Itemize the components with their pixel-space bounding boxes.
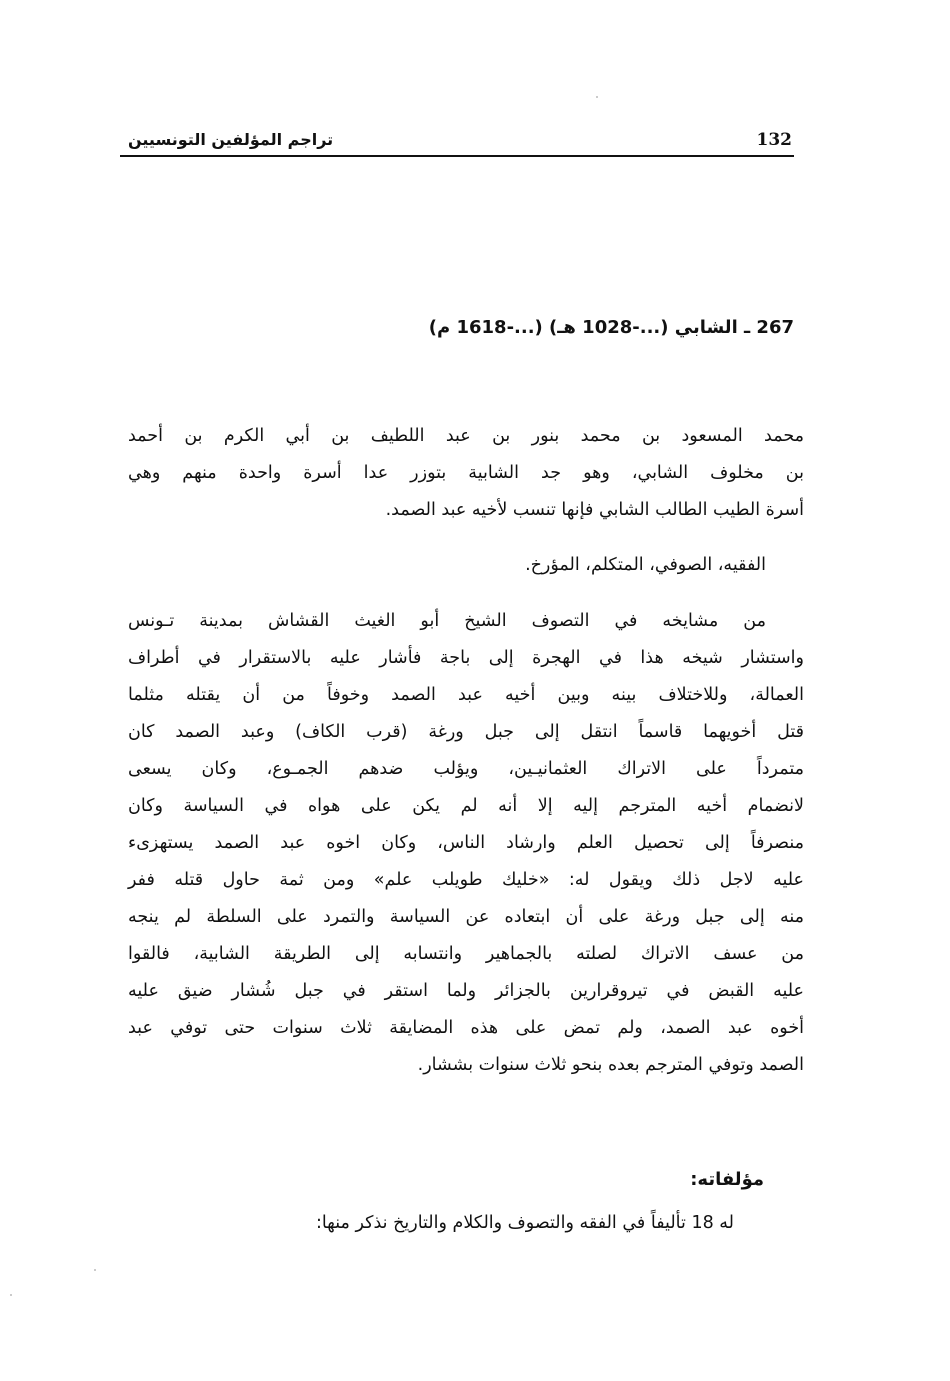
paragraph-3-line: الصمد وتوفي المترجم بعده بنحو ثلاث سنوات بششار. [417,1055,804,1075]
paragraph-3-line: متمرداً على الاتراك العثمانيـين، ويؤلب ضدهم الجمـوع، وكان يسعى [128,759,804,779]
paragraph-1-line: أسرة الطيب الطالب الشابي فإنها تنسب لأخيه عبد الصمد. [385,500,804,520]
page-number: 132 [756,130,792,150]
paragraph-3-line: لانضمام أخيه المترجم إليه إلا أنه لم يكن على هواه في السياسة وكان [128,796,804,816]
paragraph-3-line: منصرفاً إلى تحصيل العلم وارشاد الناس، وكان اخوه عبد الصمد يستهزىء [128,833,804,853]
scan-speck [94,1269,96,1271]
paragraph-1-line: محمد المسعود بن محمد بنور بن عبد اللطيف بن أبي الكرم بن أحمد [128,426,804,446]
paragraph-3-line: من عسف الاتراك لصلته بالجماهير وانتسابه إلى الطريقة الشابية، فالقوا [128,944,804,964]
paragraph-3-line: واستشار شيخه هذا في الهجرة إلى باجة فأشار عليه بالاستقرار في أطراف [128,648,804,668]
header-rule [120,155,794,157]
scan-speck [10,1294,12,1296]
paragraph-3-line: عليه القبض في تيروقرارين بالجزائر ولما استقر في جبل شُشار ضيق عليه [128,981,804,1001]
works-intro: له 18 تأليفاً في الفقه والتصوف والكلام والتاريخ نذكر منها: [315,1213,734,1233]
paragraph-3-line: منه إلى جبل ورغة على أن ابتعاده عن السياسة والتمرد على السلطة لم ينجه [128,907,804,927]
paragraph-2-line: الفقيه، الصوفي، المتكلم، المؤرخ. [525,555,766,575]
running-header [120,126,794,154]
paragraph-3-line: عليه لاجل ذلك ويقول له: «خليك طويلب علم» ومن ثمة حاول قتله ففر [128,870,804,890]
paragraph-3-line: من مشايخه في التصوف الشيخ أبو الغيث القشاش بمدينة تـونس [128,611,766,631]
paragraph-3-line: أخوه عبد الصمد، ولم تمض على هذه المضايقة ثلاث سنوات حتى توفي عبد [128,1018,804,1038]
paragraph-3-line: العمالة، وللاختلاف بينه وبين أخيه عبد الصمد وخوفاً من أن يقتله مثلما [128,685,804,705]
scan-speck [596,96,598,98]
paragraph-3-line: قتل أخويهما قاسماً انتقل إلى جبل ورغة (قرب الكاف) وعبد الصمد كان [128,722,804,742]
entry-heading: 267 ـ الشابي (...-1028 هـ) (...-1618 م) [428,317,794,338]
works-heading: مؤلفاته: [690,1169,764,1190]
paragraph-1-line: بن مخلوف الشابي، وهو جد الشابية بتوزر عدا أسرة واحدة منهم وهي [128,463,804,483]
running-title: تراجم المؤلفين التونسيين [128,130,334,149]
